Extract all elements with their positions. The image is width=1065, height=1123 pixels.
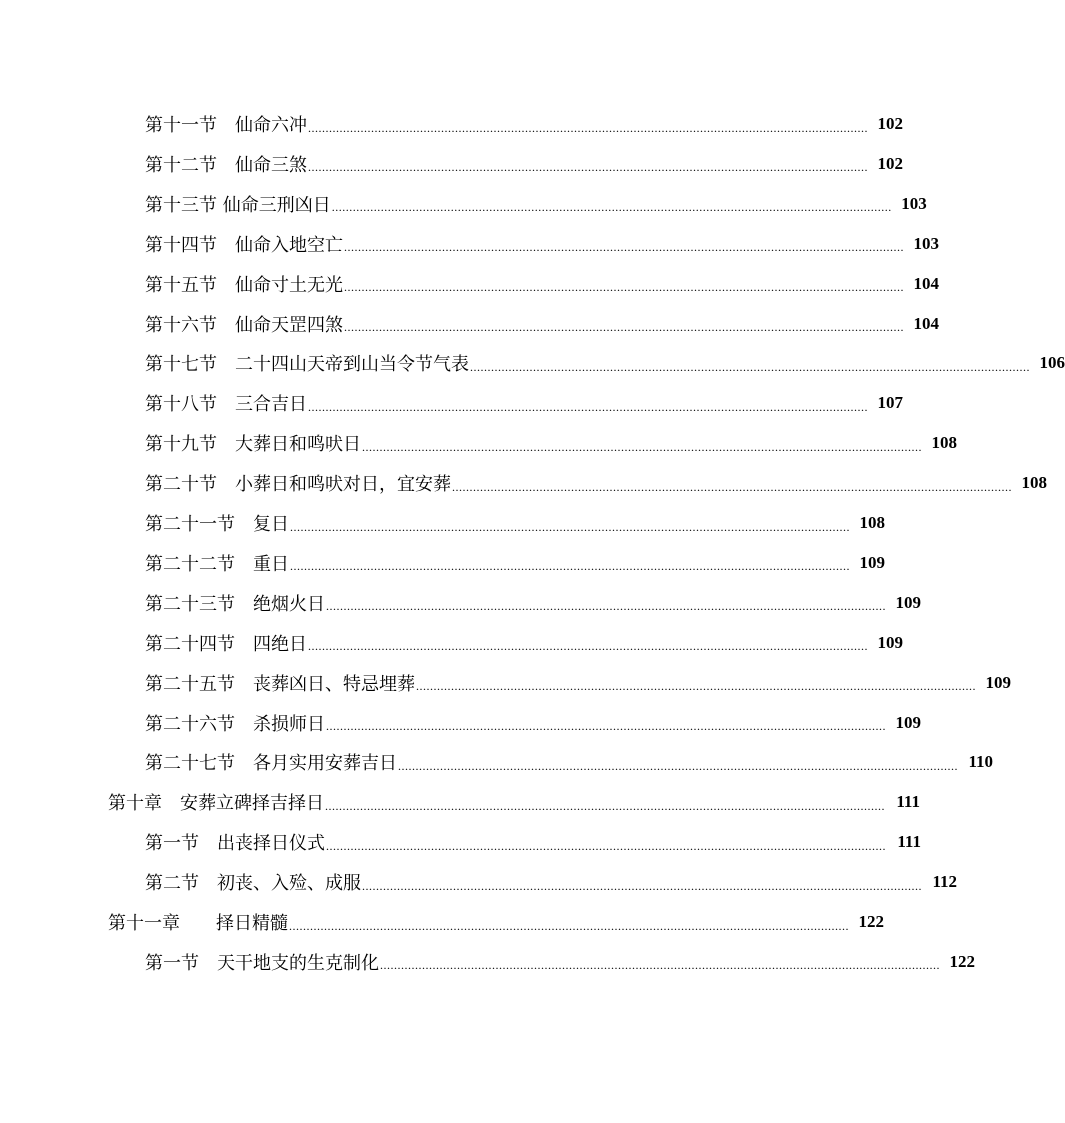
toc-leader-dots: ................................................................................................................................................................ bbox=[308, 639, 868, 654]
toc-page-number: 107 bbox=[877, 393, 903, 413]
toc-entry-title: 第二十五节 丧葬凶日、特忌埋葬 bbox=[145, 673, 415, 695]
toc-leader-dots: ................................................................................................................................................................ bbox=[452, 479, 1012, 494]
toc-entry-title: 第二十七节 各月实用安葬吉日 bbox=[145, 753, 397, 775]
toc-leader-dots: ................................................................................................................................................................ bbox=[325, 798, 885, 813]
toc-section-entry[interactable] bbox=[0, 343, 1065, 383]
toc-page-number: 108 bbox=[931, 433, 957, 453]
toc-page-number: 104 bbox=[913, 313, 939, 333]
toc-entry-title: 第二十四节 四绝日 bbox=[145, 633, 307, 655]
toc-section-entry[interactable] bbox=[0, 104, 903, 144]
toc-leader-dots: ................................................................................................................................................................ bbox=[308, 120, 868, 135]
toc-section-entry[interactable] bbox=[0, 742, 993, 782]
toc-leader-dots: ................................................................................................................................................................ bbox=[344, 320, 904, 334]
toc-section-entry[interactable] bbox=[0, 423, 957, 463]
toc-leader-dots: ................................................................................................................................................................ bbox=[308, 160, 868, 175]
toc-leader-dots: ................................................................................................................................................................ bbox=[344, 280, 904, 295]
toc-section-entry[interactable] bbox=[0, 184, 927, 224]
toc-section-entry[interactable] bbox=[0, 822, 921, 862]
toc-leader-dots: ................................................................................................................................................................ bbox=[362, 878, 922, 893]
toc-leader-dots: ................................................................................................................................................................ bbox=[362, 439, 922, 454]
toc-entry-title: 第十一节 仙命六冲 bbox=[145, 115, 307, 136]
toc-page-number: 111 bbox=[897, 832, 921, 852]
toc-section-entry[interactable] bbox=[0, 623, 903, 663]
toc-entry-title: 第十六节 仙命天罡四煞 bbox=[145, 314, 343, 336]
toc-leader-dots: ................................................................................................................................................................ bbox=[326, 599, 886, 614]
toc-page-number: 108 bbox=[859, 513, 885, 532]
toc-leader-dots: ................................................................................................................................................................ bbox=[308, 399, 868, 414]
toc-entry-title: 第十九节 大葬日和鸣吠日 bbox=[145, 434, 361, 456]
toc-leader-dots: ................................................................................................................................................................ bbox=[289, 918, 849, 933]
toc-entry-title: 第十一章 择日精髓 bbox=[108, 913, 288, 934]
toc-section-entry[interactable] bbox=[0, 304, 939, 344]
toc-entry-title: 第一节 天干地支的生克制化 bbox=[145, 952, 379, 974]
toc-entry-title: 第二十一节 复日 bbox=[145, 514, 289, 535]
toc-section-entry[interactable] bbox=[0, 383, 903, 423]
toc-leader-dots: ................................................................................................................................................................ bbox=[398, 758, 958, 773]
toc-leader-dots: ................................................................................................................................................................ bbox=[326, 838, 886, 853]
toc-chapter-entry[interactable] bbox=[0, 902, 884, 942]
toc-page-number: 109 bbox=[895, 712, 921, 732]
toc-chapter-entry[interactable] bbox=[0, 782, 920, 822]
toc-entry-title: 第十四节 仙命入地空亡 bbox=[145, 234, 343, 256]
toc-leader-dots: ................................................................................................................................................................ bbox=[290, 519, 850, 534]
toc-section-entry[interactable] bbox=[0, 663, 1011, 703]
toc-section-entry[interactable] bbox=[0, 583, 921, 623]
toc-page-number: 109 bbox=[895, 592, 921, 612]
toc-entry-title: 第一节 出丧择日仪式 bbox=[145, 833, 325, 855]
toc-entry-title: 第二十六节 杀损师日 bbox=[145, 713, 325, 735]
toc-section-entry[interactable] bbox=[0, 463, 1047, 503]
toc-leader-dots: ................................................................................................................................................................ bbox=[331, 200, 892, 215]
toc-page-number: 111 bbox=[896, 792, 920, 812]
toc-leader-dots: ................................................................................................................................................................ bbox=[380, 958, 940, 973]
toc-leader-dots: ................................................................................................................................................................ bbox=[416, 679, 976, 694]
toc-entry-title: 第十八节 三合吉日 bbox=[145, 394, 307, 416]
toc-leader-dots: ................................................................................................................................................................ bbox=[326, 719, 886, 733]
toc-page-number: 109 bbox=[859, 552, 885, 572]
toc-entry-title: 第十三节 仙命三刑凶日 bbox=[145, 194, 331, 216]
toc-leader-dots: ................................................................................................................................................................ bbox=[290, 559, 850, 574]
toc-entry-title: 第二十二节 重日 bbox=[145, 553, 289, 575]
toc-entry-title: 第二节 初丧、入殓、成服 bbox=[145, 873, 361, 895]
toc-page-number: 108 bbox=[1021, 473, 1047, 493]
toc-page-number: 102 bbox=[877, 153, 903, 173]
toc-entry-title: 第十五节 仙命寸土无光 bbox=[145, 274, 343, 296]
toc-section-entry[interactable] bbox=[0, 862, 957, 902]
toc-entry-title: 第十七节 二十四山天帝到山当令节气表 bbox=[145, 354, 469, 376]
toc-page-number: 109 bbox=[985, 672, 1011, 692]
toc-page-number: 103 bbox=[901, 193, 927, 213]
toc-section-entry[interactable] bbox=[0, 144, 903, 184]
toc-page-number: 103 bbox=[913, 233, 939, 253]
toc-page-number: 106 bbox=[1039, 353, 1065, 373]
toc-leader-dots: ................................................................................................................................................................ bbox=[344, 240, 904, 255]
toc-page-number: 104 bbox=[913, 273, 939, 293]
toc-entry-title: 第十二节 仙命三煞 bbox=[145, 154, 307, 176]
toc-page-number: 122 bbox=[858, 912, 884, 931]
toc-entry-title: 第二十节 小葬日和鸣吠对日，宜安葬 bbox=[145, 474, 451, 496]
toc-page-number: 109 bbox=[877, 632, 903, 652]
toc-page-number: 122 bbox=[949, 951, 975, 971]
toc-section-entry[interactable] bbox=[0, 264, 939, 304]
toc-section-entry[interactable] bbox=[0, 503, 885, 543]
toc-page-number: 110 bbox=[968, 752, 993, 772]
toc-section-entry[interactable] bbox=[0, 224, 939, 264]
toc-section-entry[interactable] bbox=[0, 543, 885, 583]
toc-section-entry[interactable] bbox=[0, 942, 975, 982]
toc-leader-dots: ................................................................................................................................................................ bbox=[470, 359, 1030, 374]
toc-entry-title: 第二十三节 绝烟火日 bbox=[145, 593, 325, 615]
toc-page-number: 112 bbox=[932, 872, 957, 892]
toc-section-entry[interactable] bbox=[0, 703, 921, 743]
toc-entry-title: 第十章 安葬立碑择吉择日 bbox=[108, 793, 324, 815]
toc-page-number: 102 bbox=[877, 114, 903, 133]
